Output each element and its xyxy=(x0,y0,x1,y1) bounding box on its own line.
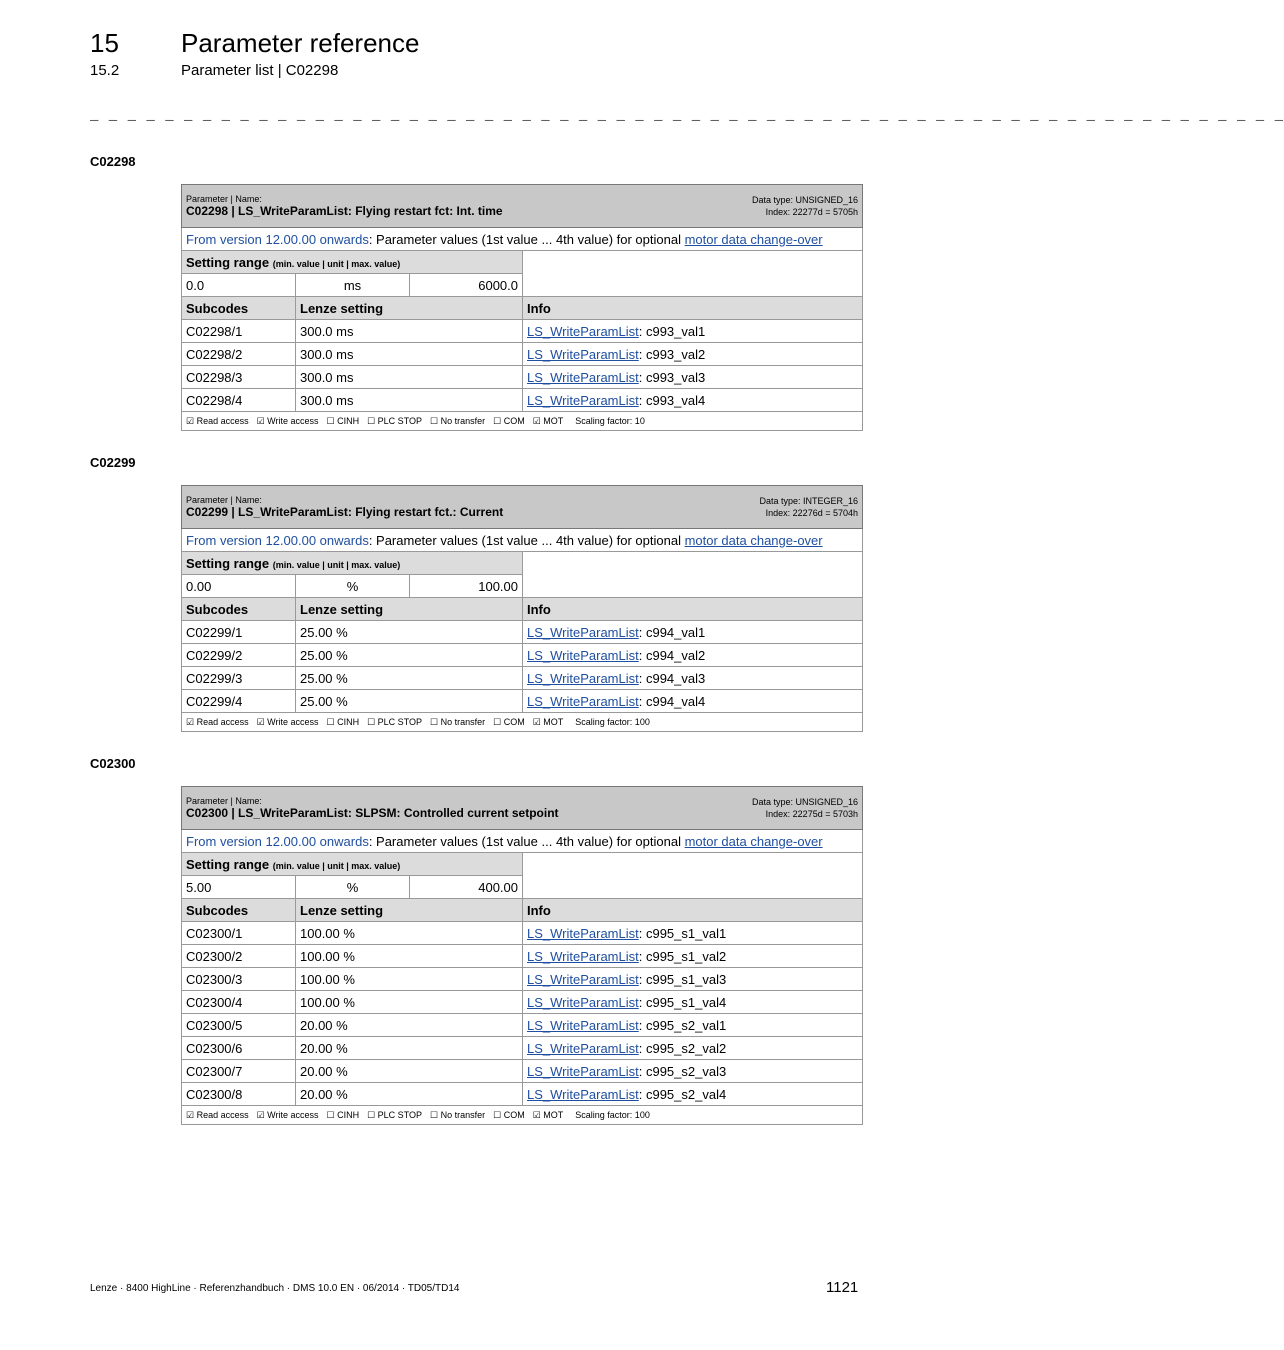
range-max: 400.00 xyxy=(410,876,523,899)
access-flag: ☐ COM xyxy=(493,1109,525,1120)
table-row xyxy=(182,389,863,412)
access-flag: ☑ MOT xyxy=(532,415,564,426)
range-blank xyxy=(523,552,863,598)
access-flag: ☐ No transfer xyxy=(430,716,486,727)
ls-writeparamlist-link[interactable]: LS_WriteParamList xyxy=(527,925,639,941)
lenze-setting: 20.00 % xyxy=(296,1083,523,1106)
info-cell xyxy=(523,1060,863,1083)
version-prefix: From version 12.00.00 onwards xyxy=(186,231,369,247)
table-row xyxy=(182,945,863,968)
info-cell xyxy=(523,1014,863,1037)
access-flag: ☐ PLC STOP xyxy=(367,716,423,727)
param-name-label: Parameter | Name: xyxy=(186,495,262,505)
access-flag: ☐ PLC STOP xyxy=(367,1109,423,1120)
ls-writeparamlist-link[interactable]: LS_WriteParamList xyxy=(527,1040,639,1056)
ls-writeparamlist-link[interactable]: LS_WriteParamList xyxy=(527,323,639,339)
version-text: : Parameter values (1st value ... 4th value) for optional xyxy=(368,231,685,247)
scaling-factor: Scaling factor: 100 xyxy=(575,1109,650,1120)
table-row xyxy=(182,968,863,991)
section-title: Parameter list | C02298 xyxy=(181,62,339,79)
parameter-heading: C02299 xyxy=(90,455,136,470)
info-cell xyxy=(523,1083,863,1106)
ls-writeparamlist-link[interactable]: LS_WriteParamList xyxy=(527,670,639,686)
range-label-row xyxy=(182,251,863,274)
col-lenze-setting: Lenze setting xyxy=(296,899,523,922)
col-info: Info xyxy=(523,297,863,320)
parameter-section xyxy=(90,154,862,431)
param-title: C02300 | LS_WriteParamList: SLPSM: Controlled current setpoint xyxy=(186,806,559,820)
version-text: : Parameter values (1st value ... 4th value) for optional xyxy=(368,833,685,849)
column-header-row xyxy=(182,297,863,320)
lenze-setting: 20.00 % xyxy=(296,1014,523,1037)
range-blank xyxy=(523,251,863,297)
subcode: C02300/8 xyxy=(182,1083,296,1106)
ls-writeparamlist-link[interactable]: LS_WriteParamList xyxy=(527,1017,639,1033)
table-row xyxy=(182,343,863,366)
ls-writeparamlist-link[interactable]: LS_WriteParamList xyxy=(527,346,639,362)
info-value: : c994_val1 xyxy=(638,624,706,640)
subcode: C02299/4 xyxy=(182,690,296,713)
table-row xyxy=(182,667,863,690)
flags-row xyxy=(182,713,863,732)
page-number: 1121 xyxy=(826,1279,859,1296)
subcode: C02298/3 xyxy=(182,366,296,389)
flags-cell xyxy=(182,412,863,431)
ls-writeparamlist-link[interactable]: LS_WriteParamList xyxy=(527,392,639,408)
lenze-setting: 25.00 % xyxy=(296,690,523,713)
info-value: : c995_s1_val2 xyxy=(638,948,727,964)
scaling-factor: Scaling factor: 10 xyxy=(575,415,645,426)
col-info: Info xyxy=(523,899,863,922)
setting-range-label: Setting range xyxy=(186,254,270,270)
info-cell xyxy=(523,922,863,945)
col-subcodes: Subcodes xyxy=(182,899,296,922)
flags-row xyxy=(182,412,863,431)
ls-writeparamlist-link[interactable]: LS_WriteParamList xyxy=(527,948,639,964)
parameter-section xyxy=(90,455,862,732)
lenze-setting: 25.00 % xyxy=(296,667,523,690)
info-cell xyxy=(523,621,863,644)
subcode: C02300/6 xyxy=(182,1037,296,1060)
info-cell xyxy=(523,1037,863,1060)
data-type: Data type: INTEGER_16 xyxy=(759,496,858,506)
data-type: Data type: UNSIGNED_16 xyxy=(751,797,858,807)
motor-data-link[interactable]: motor data change-over xyxy=(684,532,823,548)
version-row xyxy=(182,529,863,552)
subcode: C02298/2 xyxy=(182,343,296,366)
ls-writeparamlist-link[interactable]: LS_WriteParamList xyxy=(527,971,639,987)
version-prefix: From version 12.00.00 onwards xyxy=(186,532,369,548)
info-value: : c995_s1_val1 xyxy=(638,925,727,941)
range-unit: % xyxy=(296,575,410,598)
range-max: 6000.0 xyxy=(410,274,523,297)
subcode: C02299/1 xyxy=(182,621,296,644)
col-lenze-setting: Lenze setting xyxy=(296,598,523,621)
info-cell xyxy=(523,945,863,968)
ls-writeparamlist-link[interactable]: LS_WriteParamList xyxy=(527,369,639,385)
lenze-setting: 100.00 % xyxy=(296,922,523,945)
setting-range-sub: (min. value | unit | max. value) xyxy=(272,860,401,871)
access-flag: ☑ MOT xyxy=(532,1109,564,1120)
col-info: Info xyxy=(523,598,863,621)
info-cell xyxy=(523,389,863,412)
info-value: : c995_s2_val1 xyxy=(638,1017,727,1033)
footer-text: Lenze · 8400 HighLine · Referenzhandbuch · DMS 10.0 EN · 06/2014 · TD05/TD14 xyxy=(90,1283,460,1294)
table-row xyxy=(182,1037,863,1060)
title-row xyxy=(182,486,863,529)
dashed-rule: _ _ _ _ _ _ _ _ _ _ _ _ _ _ _ _ _ _ _ _ _ _ _ _ _ _ _ _ _ _ _ _ _ _ _ _ _ _ _ _ _ _ _ _ _ _ _ _ _ _ _ _ _ _ _ _ _ _ _ _ _ _ _ _ xyxy=(90,108,1284,124)
table-row xyxy=(182,1060,863,1083)
lenze-setting: 100.00 % xyxy=(296,991,523,1014)
version-text: : Parameter values (1st value ... 4th value) for optional xyxy=(368,532,685,548)
range-max: 100.00 xyxy=(410,575,523,598)
subcode: C02300/5 xyxy=(182,1014,296,1037)
lenze-setting: 25.00 % xyxy=(296,621,523,644)
setting-range-label: Setting range xyxy=(186,555,270,571)
setting-range-sub: (min. value | unit | max. value) xyxy=(272,559,401,570)
parameter-table xyxy=(181,786,863,1125)
info-value: : c995_s1_val3 xyxy=(638,971,727,987)
info-value: : c993_val4 xyxy=(638,392,706,408)
title-cell xyxy=(182,486,863,529)
col-subcodes: Subcodes xyxy=(182,297,296,320)
access-flag: ☑ Read access xyxy=(186,716,249,727)
flags-cell xyxy=(182,713,863,732)
index: Index: 22275d = 5703h xyxy=(765,809,858,819)
table-row xyxy=(182,621,863,644)
access-flag: ☐ CINH xyxy=(326,716,360,727)
ls-writeparamlist-link[interactable]: LS_WriteParamList xyxy=(527,1086,639,1102)
access-flag: ☐ No transfer xyxy=(430,1109,486,1120)
version-cell xyxy=(182,830,863,853)
version-row xyxy=(182,830,863,853)
subcode: C02298/1 xyxy=(182,320,296,343)
datatype-block xyxy=(752,796,858,820)
index: Index: 22276d = 5704h xyxy=(765,508,858,518)
motor-data-link[interactable]: motor data change-over xyxy=(684,833,823,849)
subcode: C02300/3 xyxy=(182,968,296,991)
info-value: : c995_s2_val3 xyxy=(638,1063,727,1079)
access-flag: ☑ Read access xyxy=(186,415,249,426)
access-flag: ☑ MOT xyxy=(532,716,564,727)
setting-range-label: Setting range xyxy=(186,856,270,872)
motor-data-link[interactable]: motor data change-over xyxy=(684,231,823,247)
info-value: : c995_s2_val2 xyxy=(638,1040,727,1056)
datatype-block xyxy=(752,194,858,218)
version-cell xyxy=(182,228,863,251)
title-cell xyxy=(182,185,863,228)
flags-cell xyxy=(182,1106,863,1125)
range-label-row xyxy=(182,552,863,575)
info-value: : c995_s1_val4 xyxy=(638,994,727,1010)
access-flag: ☑ Write access xyxy=(256,415,319,426)
access-flag: ☐ COM xyxy=(493,716,525,727)
chapter-number: 15 xyxy=(90,28,119,58)
lenze-setting: 300.0 ms xyxy=(296,320,523,343)
range-blank xyxy=(523,853,863,899)
range-min: 0.00 xyxy=(182,575,296,598)
table-row xyxy=(182,644,863,667)
lenze-setting: 20.00 % xyxy=(296,1037,523,1060)
info-cell xyxy=(523,644,863,667)
table-row xyxy=(182,366,863,389)
datatype-block xyxy=(759,495,858,519)
scaling-factor: Scaling factor: 100 xyxy=(575,716,650,727)
range-min: 5.00 xyxy=(182,876,296,899)
range-label-row xyxy=(182,853,863,876)
chapter-title: Parameter reference xyxy=(181,28,420,58)
range-unit: % xyxy=(296,876,410,899)
col-lenze-setting: Lenze setting xyxy=(296,297,523,320)
table-row xyxy=(182,1083,863,1106)
range-label-cell xyxy=(182,853,523,876)
table-row xyxy=(182,690,863,713)
version-row xyxy=(182,228,863,251)
range-min: 0.0 xyxy=(182,274,296,297)
col-subcodes: Subcodes xyxy=(182,598,296,621)
index: Index: 22277d = 5705h xyxy=(765,207,858,217)
flags-row xyxy=(182,1106,863,1125)
table-row xyxy=(182,922,863,945)
access-flag: ☑ Write access xyxy=(256,1109,319,1120)
lenze-setting: 100.00 % xyxy=(296,945,523,968)
subcode: C02300/4 xyxy=(182,991,296,1014)
range-label-cell xyxy=(182,552,523,575)
parameter-heading: C02298 xyxy=(90,154,136,169)
info-cell xyxy=(523,991,863,1014)
info-value: : c994_val2 xyxy=(638,647,706,663)
column-header-row xyxy=(182,899,863,922)
info-cell xyxy=(523,366,863,389)
ls-writeparamlist-link[interactable]: LS_WriteParamList xyxy=(527,994,639,1010)
subcode: C02300/7 xyxy=(182,1060,296,1083)
access-flag: ☑ Write access xyxy=(256,716,319,727)
info-value: : c995_s2_val4 xyxy=(638,1086,727,1102)
lenze-setting: 25.00 % xyxy=(296,644,523,667)
subcode: C02299/2 xyxy=(182,644,296,667)
param-title: C02299 | LS_WriteParamList: Flying restart fct.: Current xyxy=(186,505,504,519)
info-value: : c994_val3 xyxy=(638,670,706,686)
lenze-setting: 100.00 % xyxy=(296,968,523,991)
info-value: : c993_val3 xyxy=(638,369,706,385)
subcode: C02298/4 xyxy=(182,389,296,412)
info-value: : c994_val4 xyxy=(638,693,706,709)
lenze-setting: 300.0 ms xyxy=(296,366,523,389)
table-row xyxy=(182,320,863,343)
title-row xyxy=(182,787,863,830)
version-prefix: From version 12.00.00 onwards xyxy=(186,833,369,849)
access-flag: ☑ Read access xyxy=(186,1109,249,1120)
ls-writeparamlist-link[interactable]: LS_WriteParamList xyxy=(527,624,639,640)
ls-writeparamlist-link[interactable]: LS_WriteParamList xyxy=(527,693,639,709)
parameter-section xyxy=(90,756,862,1125)
table-row xyxy=(182,1014,863,1037)
subcode: C02299/3 xyxy=(182,667,296,690)
info-cell xyxy=(523,320,863,343)
lenze-setting: 300.0 ms xyxy=(296,389,523,412)
subcode: C02300/1 xyxy=(182,922,296,945)
access-flag: ☐ CINH xyxy=(326,1109,360,1120)
lenze-setting: 300.0 ms xyxy=(296,343,523,366)
info-cell xyxy=(523,690,863,713)
access-flag: ☐ COM xyxy=(493,415,525,426)
range-unit: ms xyxy=(296,274,410,297)
param-title: C02298 | LS_WriteParamList: Flying restart fct: Int. time xyxy=(186,204,503,218)
lenze-setting: 20.00 % xyxy=(296,1060,523,1083)
setting-range-sub: (min. value | unit | max. value) xyxy=(272,258,401,269)
data-type: Data type: UNSIGNED_16 xyxy=(751,195,858,205)
param-name-label: Parameter | Name: xyxy=(186,194,262,204)
title-row xyxy=(182,185,863,228)
access-flag: ☐ CINH xyxy=(326,415,360,426)
parameter-table xyxy=(181,485,863,732)
parameter-heading: C02300 xyxy=(90,756,136,771)
column-header-row xyxy=(182,598,863,621)
ls-writeparamlist-link[interactable]: LS_WriteParamList xyxy=(527,1063,639,1079)
title-cell xyxy=(182,787,863,830)
info-value: : c993_val1 xyxy=(638,323,706,339)
table-row xyxy=(182,991,863,1014)
access-flag: ☐ PLC STOP xyxy=(367,415,423,426)
ls-writeparamlist-link[interactable]: LS_WriteParamList xyxy=(527,647,639,663)
subcode: C02300/2 xyxy=(182,945,296,968)
info-cell xyxy=(523,343,863,366)
range-label-cell xyxy=(182,251,523,274)
info-value: : c993_val2 xyxy=(638,346,706,362)
param-name-label: Parameter | Name: xyxy=(186,796,262,806)
parameter-table xyxy=(181,184,863,431)
info-cell xyxy=(523,968,863,991)
access-flag: ☐ No transfer xyxy=(430,415,486,426)
version-cell xyxy=(182,529,863,552)
info-cell xyxy=(523,667,863,690)
section-number: 15.2 xyxy=(90,62,120,79)
